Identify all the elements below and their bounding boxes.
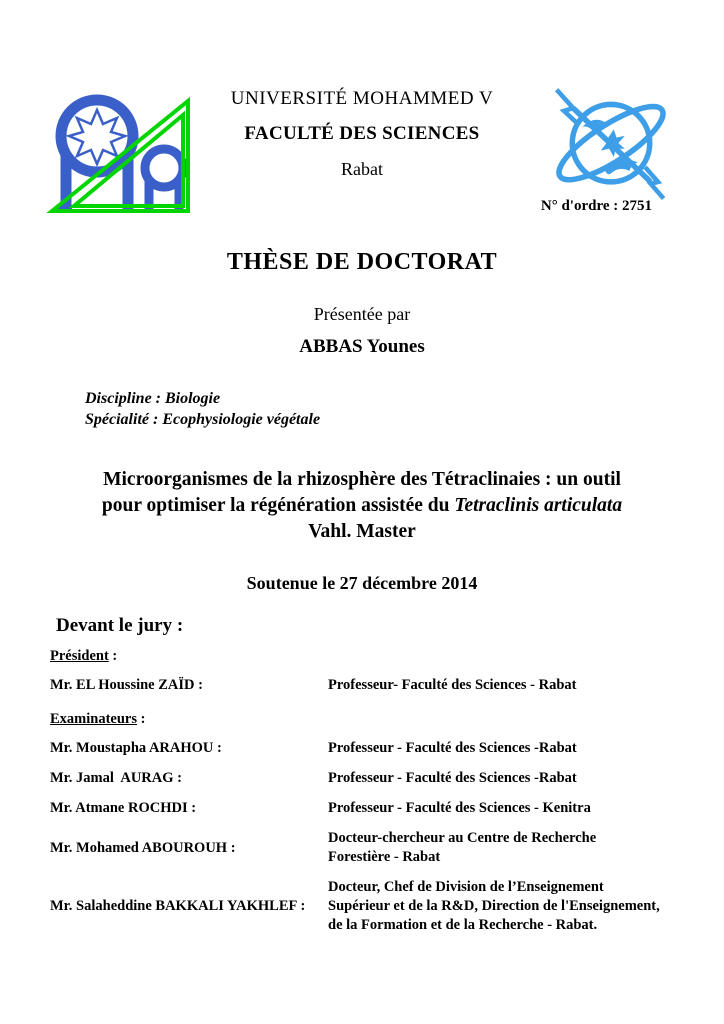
jury-member-row [50,799,710,818]
jury-section [50,648,710,695]
jury-member-name: Mr. Moustapha ARAHOU : [50,740,222,756]
author-name: ABBAS Younes [299,336,425,357]
thesis-title [22,467,702,545]
jury-member-name: Mr. Mohamed ABOUROUH : [50,839,236,856]
university-name: UNIVERSITÉ MOHAMMED V [230,88,494,109]
faculty-name: FACULTÉ DES SCIENCES [244,123,480,144]
jury-member-title: Professeur - Faculté des Sciences - Kenitra [328,800,591,816]
jury-role-heading: Examinateurs : [50,711,146,727]
jury-member-name: Mr. EL Houssine ZAÏD : [50,677,203,693]
jury-section [50,711,710,935]
species-name: Tetraclinis articulata [454,495,623,516]
discipline-line: Discipline : Biologie [85,390,221,407]
globe-orbit-icon [540,86,682,204]
jury-member-name: Mr. Jamal AURAG : [50,770,182,786]
thesis-title-line3: Vahl. Master [308,521,416,542]
jury-member-title: Professeur - Faculté des Sciences -Rabat [328,770,577,786]
document-type-title: THÈSE DE DOCTORAT [226,249,498,275]
city-name: Rabat [341,159,383,179]
jury-member-row [50,739,710,758]
jury-heading: Devant le jury : [56,615,184,636]
presented-by-label: Présentée par [313,304,411,324]
jury-member-name: Mr. Salaheddine BAKKALI YAKHLEF : [50,898,306,914]
institution-header [150,88,574,180]
eight-point-star-icon [69,110,125,164]
jury-member-title: Docteur, Chef de Division de l’Enseignement Supérieur et de la R&D, Direction de l'Enseignement, de la Formation et de la Recherche - Rabat. [328,879,660,933]
thesis-title-line1: Microorganismes de la rhizosphère des Tétraclinaies : un outil [103,469,621,490]
jury-member-row [50,878,710,935]
thesis-title-line2: pour optimiser la régénération assistée du Tetraclinis articulata [101,495,623,516]
jury-member-title: Professeur- Faculté des Sciences - Rabat [328,677,577,693]
jury-list [50,648,710,935]
jury-member-name: Mr. Atmane ROCHDI : [50,800,197,816]
order-number: N° d'ordre : 2751 [540,198,652,214]
jury-member-row [50,829,710,867]
jury-member-row [50,769,710,788]
specialty-line: Spécialité : Ecophysiologie végétale [85,411,321,428]
jury-member-title: Professeur - Faculté des Sciences -Rabat [328,740,577,756]
defense-date: Soutenue le 27 décembre 2014 [246,573,478,593]
jury-member-row [50,676,710,695]
discipline-block [85,388,320,430]
jury-role-heading: Président : [50,648,118,664]
faculte-des-sciences-logo-icon [540,86,682,204]
jury-member-title: Docteur-chercheur au Centre de Recherche Forestière - Rabat [328,830,597,865]
